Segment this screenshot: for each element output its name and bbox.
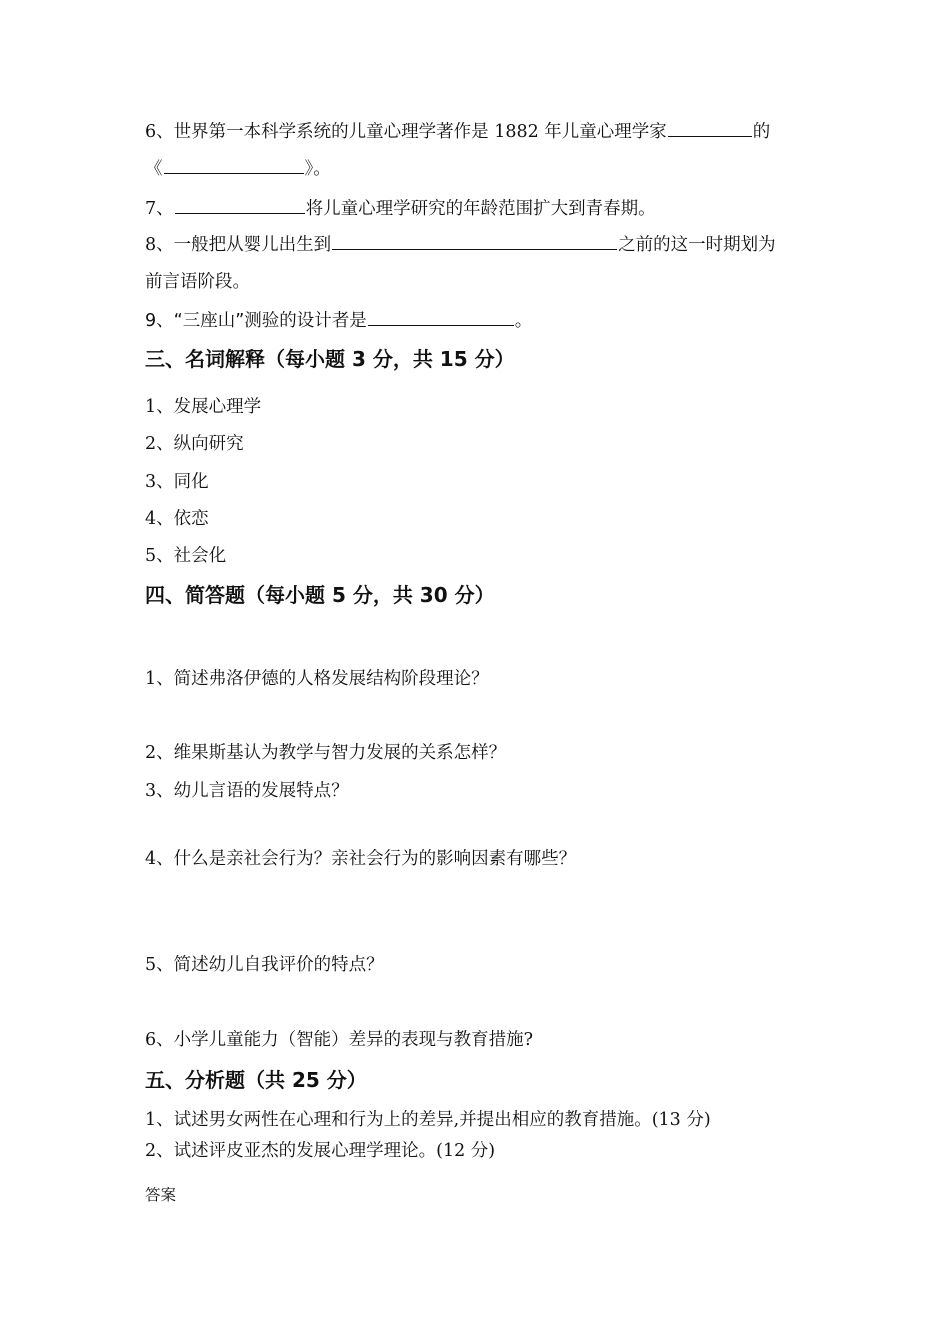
question-9-end: 。: [514, 311, 533, 331]
list-item: 5、简述幼儿自我评价的特点？: [145, 955, 384, 975]
blank-line: [332, 248, 617, 250]
question-6-line-2: [145, 156, 331, 182]
section-4-title: 四、简答题（每小题 5 分，共 30 分）: [145, 583, 495, 607]
list-item: 4、什么是亲社会行为？亲社会行为的影响因素有哪些？: [145, 849, 577, 869]
question-8-line-1: [145, 232, 776, 258]
question-9: [145, 308, 532, 334]
list-item: 2、维果斯基认为教学与智力发展的关系怎样？: [145, 743, 507, 763]
question-6-text-end: 的: [752, 122, 771, 142]
section-3-title: 三、名词解释（每小题 3 分，共 15 分）: [145, 347, 515, 371]
blank-line: [164, 172, 304, 174]
list-item: 2、纵向研究: [145, 434, 244, 454]
question-7: [145, 196, 656, 222]
question-9-text: 9、“三座山”测验的设计者是: [145, 311, 367, 331]
list-item: 1、简述弗洛伊德的人格发展结构阶段理论？: [145, 669, 489, 689]
question-8-text-end: 之前的这一时期划为: [618, 235, 776, 255]
list-item: 3、幼儿言语的发展特点？: [145, 781, 349, 801]
question-7-text: 将儿童心理学研究的年龄范围扩大到青春期。: [305, 199, 656, 219]
question-6-text: 6、世界第一本科学系统的儿童心理学著作是 1882 年儿童心理学家: [145, 122, 667, 142]
question-8-text: 8、一般把从婴儿出生到: [145, 235, 332, 255]
list-item: 1、发展心理学: [145, 397, 262, 417]
list-item: 5、社会化: [145, 546, 227, 566]
list-item: 3、同化: [145, 472, 209, 492]
question-8-line-2: 前言语阶段。: [145, 272, 250, 292]
list-item: 2、试述评皮亚杰的发展心理学理论。(12 分): [145, 1141, 496, 1161]
section-5-title: 五、分析题（共 25 分）: [145, 1068, 367, 1092]
question-6-line-1: [145, 119, 770, 145]
list-item: 6、小学儿童能力（智能）差异的表现与教育措施?: [145, 1030, 534, 1050]
blank-line: [175, 212, 305, 214]
list-item: 1、试述男女两性在心理和行为上的差异,并提出相应的教育措施。(13 分): [145, 1110, 711, 1130]
book-title-close: 》。: [304, 159, 331, 179]
blank-line: [368, 324, 514, 326]
book-title-open: 《: [145, 159, 163, 179]
blank-line: [668, 135, 752, 137]
question-7-number: 7、: [145, 199, 174, 219]
answer-label: 答案: [145, 1186, 177, 1204]
list-item: 4、依恋: [145, 509, 209, 529]
